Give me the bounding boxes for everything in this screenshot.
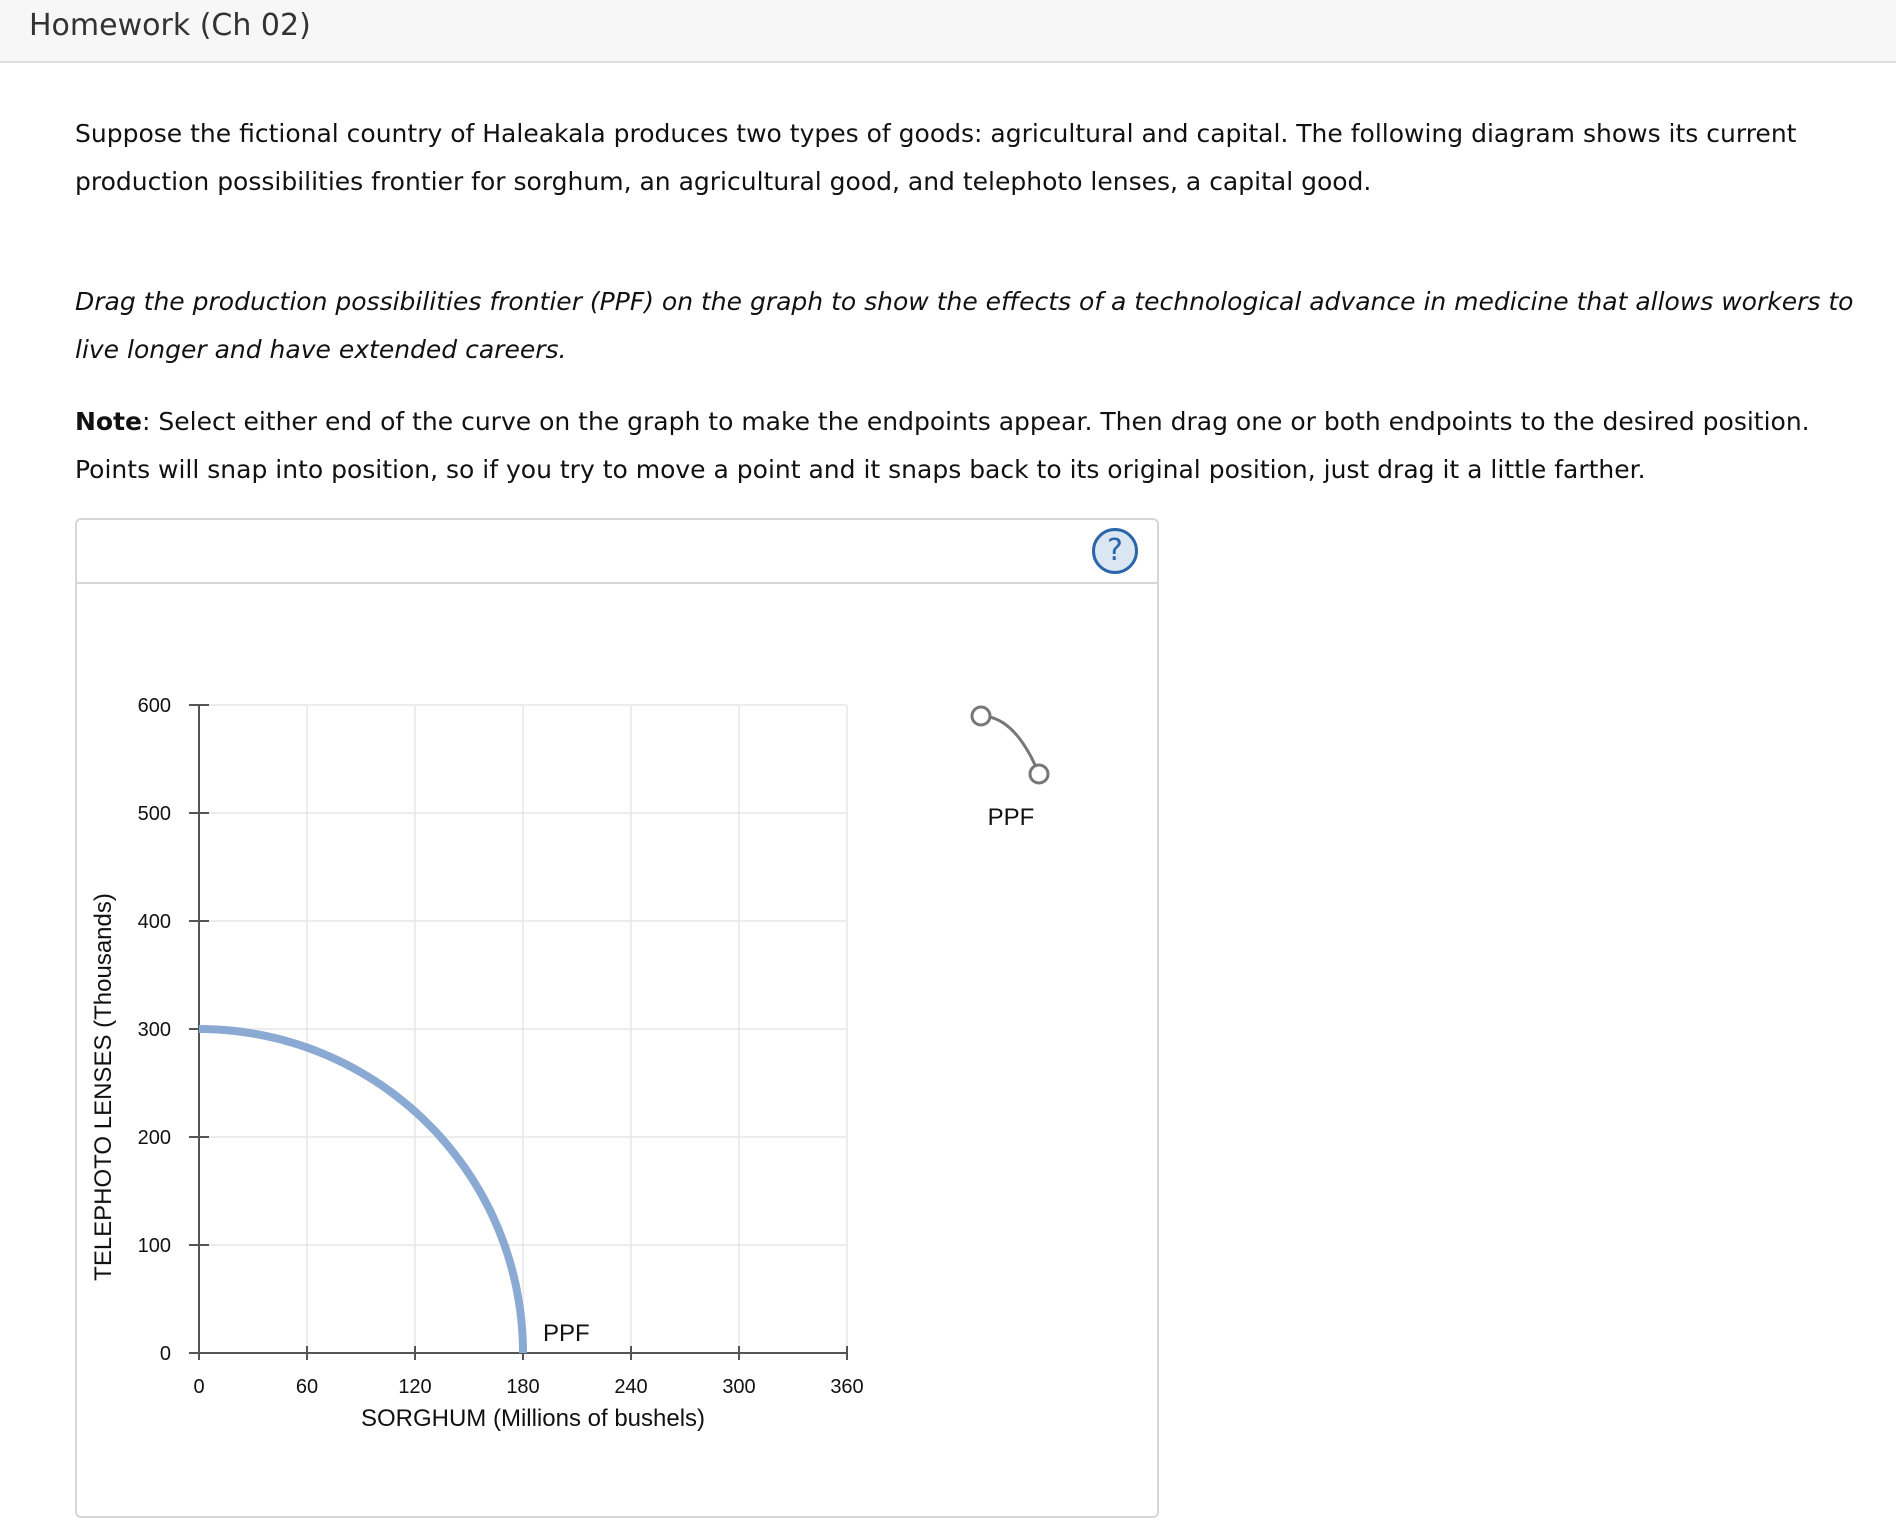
question-note bbox=[75, 398, 1885, 494]
chart-grid bbox=[199, 705, 847, 1353]
question-instruction: Drag the production possibilities frontier (PPF) on the graph to show the effects of a technological advance in medicine that allows workers to live longer and have extended careers. bbox=[75, 287, 1854, 364]
top-bar bbox=[0, 0, 1896, 63]
y-tick-label: 600 bbox=[137, 695, 171, 717]
question-intro: Suppose the fictional country of Haleakala produces two types of goods: agricultural and capital. The following diagram shows its current production possibilities frontier for sorghum, an agricultural good, and telephoto lenses, a capital good. bbox=[75, 119, 1797, 196]
graph-panel bbox=[75, 518, 1159, 1518]
help-icon: ? bbox=[1107, 533, 1123, 568]
ppf-palette-tool[interactable] bbox=[972, 707, 1048, 831]
y-tick-label: 100 bbox=[137, 1235, 171, 1257]
ppf-palette-endpoint-bottom[interactable] bbox=[1030, 765, 1048, 783]
y-tick-label: 200 bbox=[137, 1127, 171, 1149]
ppf-graph[interactable] bbox=[77, 520, 1161, 1520]
ppf-curve-label: PPF bbox=[543, 1320, 590, 1347]
x-tick-label: 240 bbox=[614, 1376, 648, 1398]
ppf-palette-label: PPF bbox=[987, 804, 1035, 831]
ppf-palette-endpoint-top[interactable] bbox=[972, 707, 990, 725]
x-tick-label: 120 bbox=[398, 1376, 432, 1398]
y-tick-label: 300 bbox=[137, 1019, 171, 1041]
x-tick-label: 60 bbox=[295, 1376, 319, 1398]
note-text: : Select either end of the curve on the graph to make the endpoints appear. Then drag one or both endpoints to the desired position. Points will snap into position, so if you try to move a point and it snaps back to its original position, just drag it a little farther. bbox=[75, 407, 1810, 484]
chart-ticks bbox=[138, 695, 864, 1398]
x-tick-label: 300 bbox=[722, 1376, 756, 1398]
page-title: Homework (Ch 02) bbox=[29, 8, 311, 43]
x-tick-label: 0 bbox=[193, 1376, 205, 1398]
x-tick-label: 360 bbox=[830, 1376, 864, 1398]
x-tick-label: 180 bbox=[506, 1376, 540, 1398]
x-axis-title: SORGHUM (Millions of bushels) bbox=[360, 1405, 706, 1432]
y-tick-label: 400 bbox=[137, 911, 171, 933]
y-axis-title: TELEPHOTO LENSES (Thousands) bbox=[90, 893, 117, 1281]
y-tick-label: 500 bbox=[137, 803, 171, 825]
note-label: Note bbox=[75, 407, 143, 436]
ppf-palette-icon bbox=[981, 716, 1039, 774]
ppf-curve[interactable] bbox=[199, 1029, 523, 1353]
y-tick-label: 0 bbox=[159, 1343, 171, 1365]
